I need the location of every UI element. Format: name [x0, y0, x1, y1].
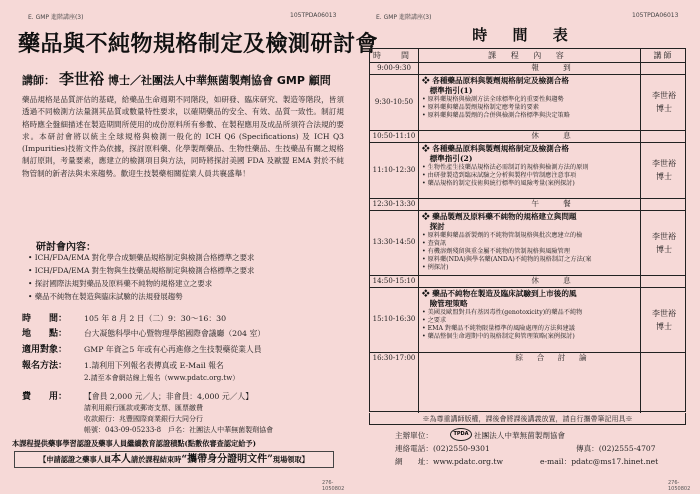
host-label: 主辦單位： — [395, 431, 433, 440]
schedule-time: 16:30-17:00 — [372, 354, 416, 362]
footer-code: 276-1050802 — [668, 480, 691, 492]
schedule-time: 15:10-16:30 — [372, 315, 416, 323]
schedule-title: 時 間 表 — [472, 26, 578, 44]
session-topic: 標準指引(1) — [422, 86, 473, 95]
session-subtopic: • 藥品整個生命週期中的規格制定與管理策略(案例探討) — [422, 333, 575, 340]
speaker-line — [22, 68, 331, 89]
session-subtopic: • 原料藥與藥品製劑的合併與檢測合格標準與決定策略 — [422, 112, 570, 119]
schedule-time: 10:50-11:10 — [372, 132, 416, 140]
fee-payment-note: 請利用銀行匯款或郵寄支票、匯票繳費 — [84, 404, 203, 412]
time-row: 時 間： 105 年 8 月 2 日（二）9：30～16：30 — [22, 314, 227, 324]
copyright-notice: ※為尊重講師版權，課後會將課後講義放置，請自行攜帶筆記用具※ — [369, 413, 686, 425]
col-header-time: 時 間 — [373, 51, 415, 60]
credit-note: 本課程提供藥事學習認證及藥事人員繼續教育認證積點(點數依審查認定給予) — [12, 439, 256, 448]
session-topic: 標準指引(2) — [422, 154, 473, 163]
footer-code: 276-1050802 — [322, 480, 345, 492]
signup-online: 2.請至本會網站線上報名（www.pdatc.org.tw） — [84, 374, 240, 382]
place-row: 地 點： 台大凝態科學中心暨物理學館國際會議廳（204 室） — [22, 329, 266, 339]
fee-bank: 收款銀行：兆豐國際商業銀行大同分行 — [84, 415, 203, 423]
schedule-session — [422, 144, 638, 197]
certificate-ribbon: 【申請認證之藥事人員本人請於課程結束時“攜帶身分證明文件”現場領取】 — [14, 451, 334, 468]
col-header-content: 課 程 內 容 — [488, 51, 570, 60]
doc-number: 105TPDA06013 — [632, 12, 679, 19]
speaker-name: 李世裕 — [59, 70, 105, 88]
session-subtopic: • 之要求 — [422, 317, 447, 324]
session-topic: 探討 — [422, 222, 445, 231]
phone: 連絡電話：(02)2550-9301 — [395, 444, 490, 453]
schedule-time: 14:50-15:10 — [372, 277, 416, 285]
session-topic: 險管理策略 — [422, 299, 468, 308]
schedule-time: 9:30-10:50 — [374, 98, 414, 106]
schedule-time: 9:00-9:30 — [377, 64, 411, 72]
session-speaker: 李世裕 博士 — [652, 91, 676, 113]
schedule-time: 12:30-13:30 — [372, 200, 416, 208]
content-bullet: • ICH/FDA/EMA 對化學合成類藥品規格制定與檢測合格標準之要求 — [28, 253, 255, 262]
fee-row: 費 用： 【會員 2,000 元／人；非會員：4,000 元／人】 — [22, 392, 254, 402]
course-code: E. GMP 進階講座(3) — [376, 14, 432, 21]
session-topic: ❖ 藥品製劑及原料藥不純物的規格建立與問題 — [422, 212, 577, 221]
course-code: E. GMP 進階講座(3) — [28, 14, 84, 21]
schedule-session — [422, 212, 638, 274]
schedule-time: 11:10-12:30 — [372, 166, 416, 174]
email[interactable]: e-mail：pdatc@ms17.hinet.net — [540, 457, 659, 466]
schedule-session — [422, 289, 638, 351]
content-heading: 研討會內容： — [36, 242, 96, 253]
session-speaker: 李世裕 博士 — [652, 308, 676, 331]
schedule-time: 13:30-14:50 — [372, 238, 416, 246]
session-subtopic: • EMA 對藥品不純物限量標準的風險處理的方法與建議 — [422, 325, 575, 332]
session-subtopic: • 原料藥(NDA)與學名藥(ANDA)不純物的規格制訂之方法(案 — [422, 256, 592, 263]
signup-row: 報名方法： 1.請利用下列報名表傳真或 E-Mail 報名 — [22, 361, 224, 371]
session-subtopic: • 美國及歐盟對具有基因毒性(genotoxicity)的藥品不純物 — [422, 309, 583, 316]
intro-paragraph: 藥品規格是品質評估的基礎，給藥品生命週期不同階段，如研發、臨床研究、製造等階段，皆須透過不同檢測方法量測其品質或數量特性要求，以確期藥品的安全、有效、品質一致性。制訂規格時應全盤細描述在製造期間所使用的成份原料所有參數、在製程應用及成品所須符合法規的要求。本研討會將以統主全球規格與檢測一般化的 ICH Q6 (Specifications) 及 ICH Q3 (Impurities)技術文件為依據，探討原料藥、化學製劑藥品、生物性藥品、生技藥品有關之規格制訂原則，考量要素，應建立的檢測項目與方法，同時將探討美國 FDA 及歐盟 EMA 對於不純物管制的新者法與未來趨勢。歡迎生技製藥相關從業人員共襄盛舉！ — [22, 95, 344, 178]
website[interactable]: 網 址：www.pdatc.org.tw — [395, 457, 503, 466]
schedule-break: 休 息 — [531, 131, 574, 140]
speaker-label: 講師： — [22, 74, 55, 87]
tpda-logo: TPDA — [450, 428, 472, 441]
content-bullet: • ICH/FDA/EMA 對生物與生技藥品規格制定與檢測合格標準之要求 — [28, 266, 255, 275]
schedule-session — [422, 76, 638, 129]
session-topic: ❖ 各種藥品原料與製劑規格制定及檢測合格 — [422, 144, 569, 153]
schedule-break: 休 息 — [531, 276, 574, 285]
session-subtopic: • 原料藥與藥品新製劑的不純物管制規格與批次應建立的檢 — [422, 232, 583, 239]
schedule-break: 報 到 — [531, 63, 574, 72]
session-topic: ❖ 各種藥品原料與製劑規格制定及檢測合格 — [422, 76, 569, 85]
page-title: 藥品與不純物規格制定及檢測研討會 — [18, 32, 379, 57]
schedule-table — [369, 48, 686, 412]
content-bullet: • 藥品不純物在製造與臨床試驗的法規發展趨勢 — [28, 292, 183, 301]
fee-account: 帳號：043-09-05233-8 戶名：社團法人中華無菌製劑協會 — [84, 426, 274, 434]
host-name: 社團法人中華無菌製劑協會 — [474, 431, 566, 440]
target-row: 適用對象： GMP 年資≧5 年或有心再進修之生技製藥從業人員 — [22, 345, 262, 355]
col-header-speaker: 講師 — [653, 51, 674, 60]
session-speaker: 李世裕 博士 — [652, 159, 676, 181]
schedule-break: 午 餐 — [531, 199, 574, 208]
session-subtopic: • 生物性產生技藥品規格法必需制訂的規格與檢測方法的原則 — [422, 164, 589, 171]
fax: 傳真：(02)2555-4707 — [576, 444, 656, 453]
session-subtopic: • 藥品規格的制定技術與統行標準的風險考量(案例探討) — [422, 180, 575, 187]
session-topic: ❖ 藥品不純物在製造及臨床試驗到上市後的風 — [422, 289, 577, 298]
schedule-break: 綜 合 討 論 — [515, 353, 590, 362]
session-subtopic: • 例探討) — [422, 264, 449, 271]
content-bullet: • 探討國際法規對藥品及原料藥不純物的規格建立之要求 — [28, 279, 213, 288]
session-subtopic: • 由研發製造到臨床試驗之分析與製程中管制應注意事項 — [422, 172, 577, 179]
session-subtopic: • 原料藥與藥品製劑規格制定應考量的要素 — [422, 104, 539, 111]
session-subtopic: • 有機溶劑殘留與重金屬不純物的管制規格與風險管理 — [422, 248, 570, 255]
doc-number: 105TPDA06013 — [290, 12, 337, 19]
session-subtopic: • 原料藥規格與檢測方法全球標準化的重要性與趨勢 — [422, 96, 564, 103]
session-subtopic: • 查資訊 — [422, 240, 447, 247]
speaker-title: 博士／社團法人中華無菌製劑協會 GMP 顧問 — [108, 74, 331, 87]
session-speaker: 李世裕 博士 — [652, 231, 676, 254]
